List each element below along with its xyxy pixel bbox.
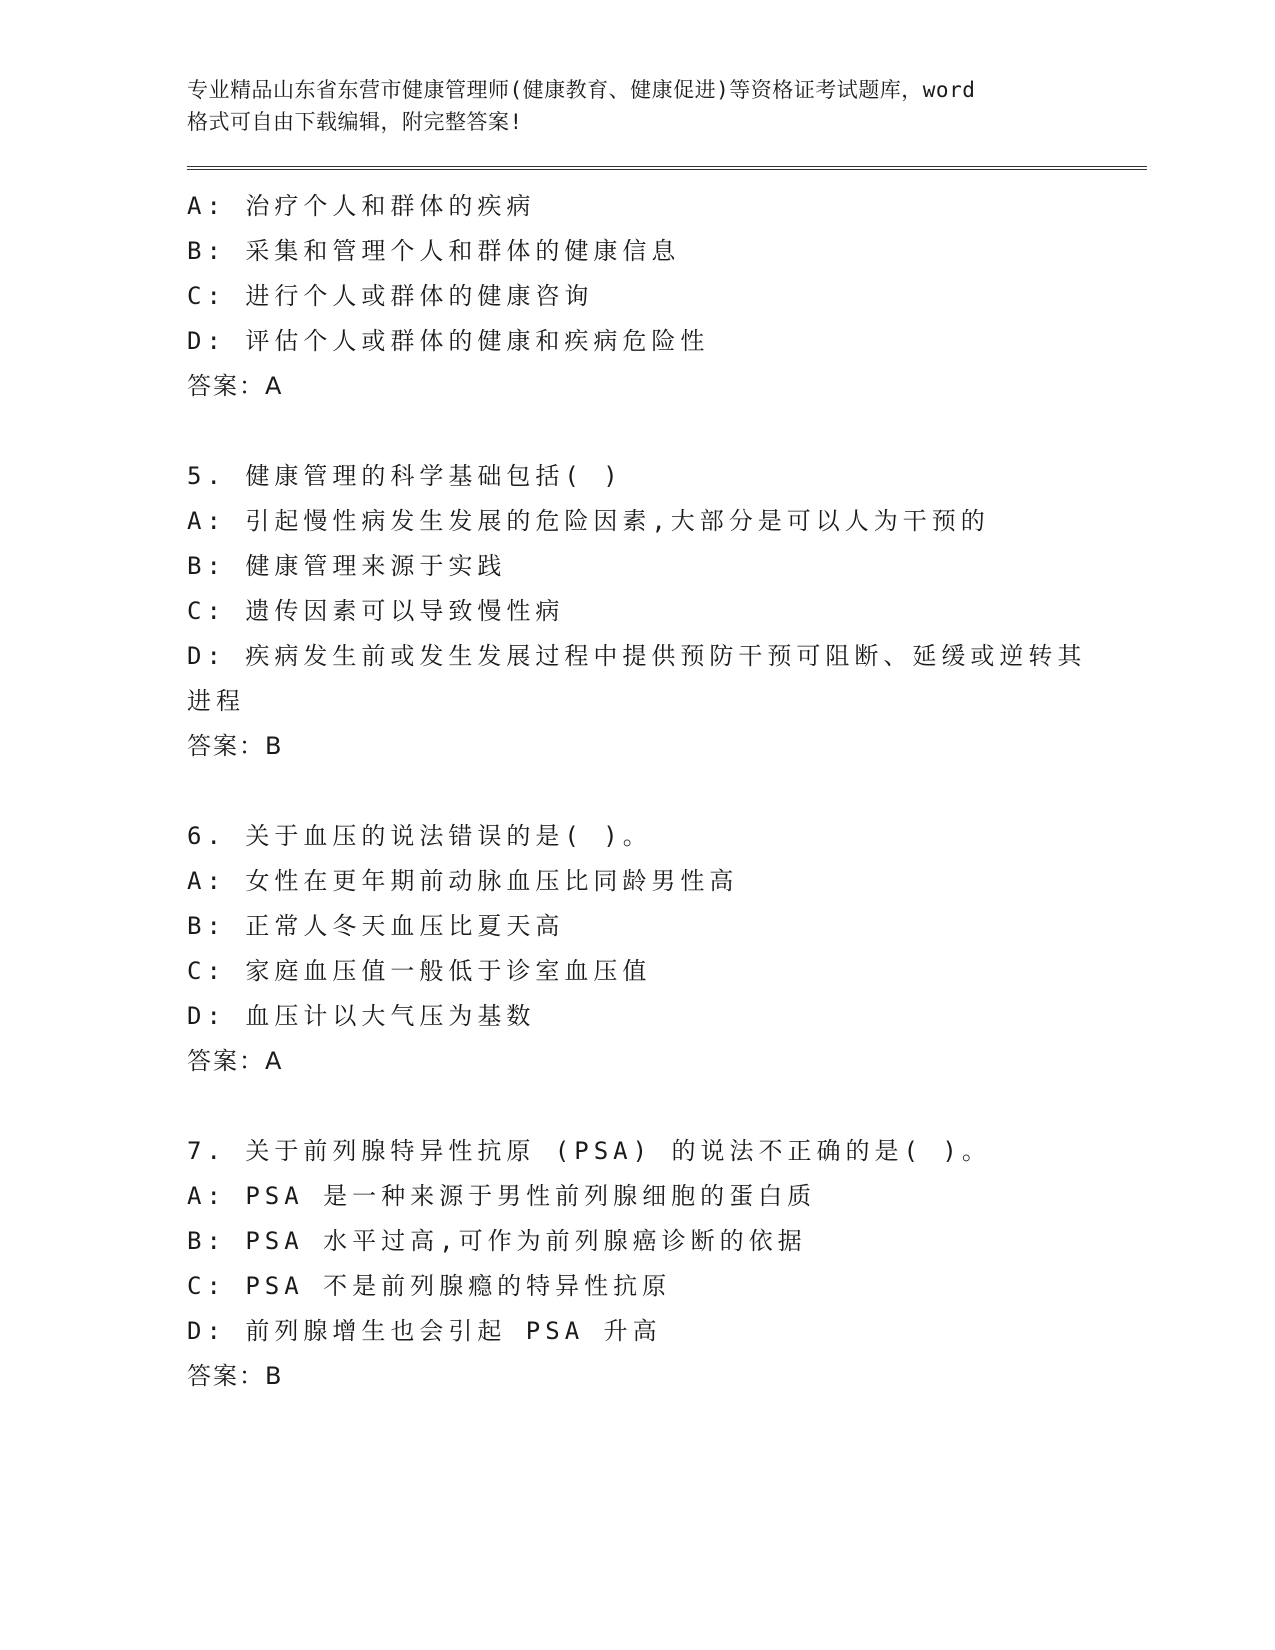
option-c: C: PSA 不是前列腺瘾的特异性抗原: [187, 1272, 672, 1300]
option-a: A: 女性在更年期前动脉血压比同龄男性高: [187, 867, 739, 895]
document-header: [187, 74, 1147, 138]
option-d-continuation: 进程: [187, 687, 245, 715]
option-c: C: 家庭血压值一般低于诊室血压值: [187, 957, 652, 985]
document-body: [187, 184, 1147, 1399]
option-d: D: 评估个人或群体的健康和疾病危险性: [187, 327, 710, 355]
question-gap: [187, 769, 1147, 814]
answer: 答案：A: [187, 1047, 284, 1075]
option-d: D: 血压计以大气压为基数: [187, 1002, 536, 1030]
header-line-1: 专业精品山东省东营市健康管理师(健康教育、健康促进)等资格证考试题库，word: [187, 78, 976, 102]
question-4: [187, 184, 1147, 409]
header-line-2: 格式可自由下载编辑，附完整答案!: [187, 110, 523, 134]
header-divider: [187, 166, 1147, 170]
answer: 答案：B: [187, 1362, 284, 1390]
question-7: [187, 1129, 1147, 1399]
question-gap: [187, 1084, 1147, 1129]
document-page: [187, 74, 1147, 1399]
option-b: B: 正常人冬天血压比夏天高: [187, 912, 565, 940]
question-stem: 5. 健康管理的科学基础包括( ): [187, 462, 623, 490]
question-stem: 7. 关于前列腺特异性抗原 (PSA) 的说法不正确的是( )。: [187, 1137, 991, 1165]
option-b: B: 采集和管理个人和群体的健康信息: [187, 237, 681, 265]
option-d: D: 疾病发生前或发生发展过程中提供预防干预可阻断、延缓或逆转其: [187, 642, 1087, 670]
question-stem: 6. 关于血压的说法错误的是( )。: [187, 822, 652, 850]
question-gap: [187, 409, 1147, 454]
option-b: B: PSA 水平过高,可作为前列腺癌诊断的依据: [187, 1227, 807, 1255]
option-d: D: 前列腺增生也会引起 PSA 升高: [187, 1317, 662, 1345]
option-a: A: 引起慢性病发生发展的危险因素,大部分是可以人为干预的: [187, 507, 990, 535]
option-c: C: 遗传因素可以导致慢性病: [187, 597, 565, 625]
answer: 答案：A: [187, 372, 284, 400]
option-a: A: 治疗个人和群体的疾病: [187, 192, 536, 220]
question-5: [187, 454, 1147, 769]
option-b: B: 健康管理来源于实践: [187, 552, 507, 580]
question-6: [187, 814, 1147, 1084]
answer: 答案：B: [187, 732, 284, 760]
option-a: A: PSA 是一种来源于男性前列腺细胞的蛋白质: [187, 1182, 817, 1210]
option-c: C: 进行个人或群体的健康咨询: [187, 282, 594, 310]
